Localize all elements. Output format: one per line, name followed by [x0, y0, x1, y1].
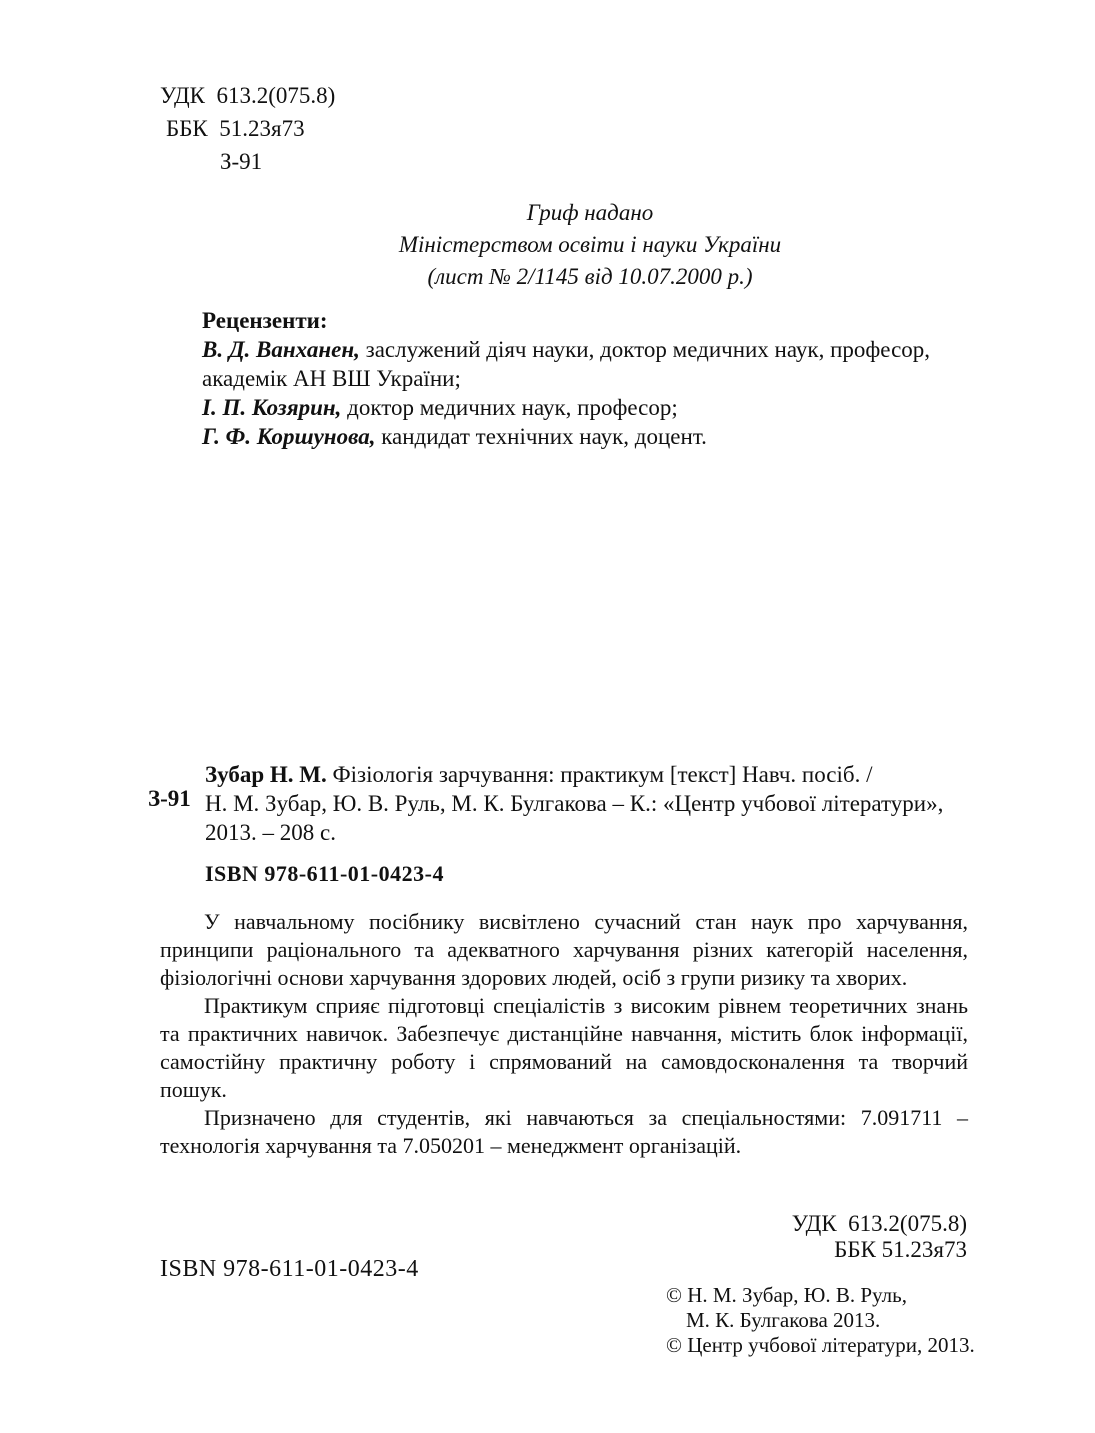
bbk-code-bottom: ББК 51.23я73 — [834, 1237, 967, 1262]
udk-code-bottom: УДК 613.2(075.8) — [791, 1211, 967, 1236]
reviewer-2-name: І. П. Козярин, — [202, 395, 342, 420]
reviewer-1-line-2: академік АН ВШ України; — [202, 366, 461, 391]
author-sign-citation: З-91 — [148, 786, 191, 811]
reviewer-2-line — [202, 393, 1002, 422]
reviewers-heading: Рецензенти: — [202, 308, 328, 333]
reviewer-1-line-1 — [202, 335, 1002, 364]
annotation-block — [160, 908, 968, 1160]
grif-line-2: Міністерством освіти і науки України — [398, 232, 782, 257]
reviewer-3-desc: кандидат технічних наук, доцент. — [375, 424, 707, 449]
isbn-number-bottom: ISBN 978-611-01-0423-4 — [160, 1256, 419, 1282]
reviewer-2-desc: доктор медичних наук, професор; — [341, 395, 678, 420]
grif-statement — [185, 197, 995, 293]
bottom-codes-block — [792, 1211, 967, 1263]
bibliographic-citation — [205, 760, 943, 847]
bbk-code-top: ББК 51.23я73 — [166, 116, 305, 141]
copyright-block — [666, 1283, 975, 1358]
top-codes-block — [160, 79, 335, 178]
reviewers-block — [202, 306, 1002, 451]
citation-authors: Зубар Н. М. — [205, 762, 327, 787]
citation-title: Фізіологія зарчування: практикум [текст] Навч. посіб. / — [326, 762, 873, 787]
citation-line-2: Н. М. Зубар, Ю. В. Руль, М. К. Булгакова – К.: «Центр учбової літератури», — [205, 791, 944, 816]
copyright-authors-line-2: М. К. Булгакова 2013. — [686, 1308, 881, 1332]
isbn-number-top: ISBN 978-611-01-0423-4 — [205, 861, 444, 886]
copyright-authors-line-1: © Н. М. Зубар, Ю. В. Руль, — [666, 1283, 907, 1307]
reviewer-3-line — [202, 422, 1002, 451]
citation-line-1 — [205, 760, 943, 789]
udk-code-top: УДК 613.2(075.8) — [160, 83, 336, 108]
grif-line-3: (лист № 2/1145 від 10.07.2000 р.) — [427, 264, 753, 289]
copyright-publisher-line: © Центр учбової літератури, 2013. — [666, 1333, 975, 1357]
annotation-paragraph-3: Призначено для студентів, які навчаються за спеціальностями: 7.091711 – технологія харчування та 7.050201 – менеджмент організацій. — [160, 1105, 968, 1158]
author-sign-top: З-91 — [220, 149, 263, 174]
grif-line-1: Гриф надано — [526, 200, 654, 225]
annotation-paragraph-1: У навчальному посібнику висвітлено сучасний стан наук про харчування, принципи раціонального та адекватного харчування різних категорій населення, фізіологічні основи харчування здорових людей, осіб з групи ризику та хворих. — [160, 909, 968, 990]
reviewer-1-desc: заслужений діяч науки, доктор медичних наук, професор, — [359, 337, 931, 362]
reviewer-3-name: Г. Ф. Коршунова, — [202, 424, 376, 449]
reviewer-1-name: В. Д. Ванханен, — [202, 337, 360, 362]
annotation-paragraph-2: Практикум сприяє підготовці спеціалістів з високим рівнем теоретичних знань та практичних навичок. Забезпечує дистанційне навчання, містить блок інформації, самостійну практичну роботу і спрямований на самовдосконалення та творчий пошук. — [160, 993, 968, 1102]
citation-line-3: 2013. – 208 с. — [205, 820, 336, 845]
